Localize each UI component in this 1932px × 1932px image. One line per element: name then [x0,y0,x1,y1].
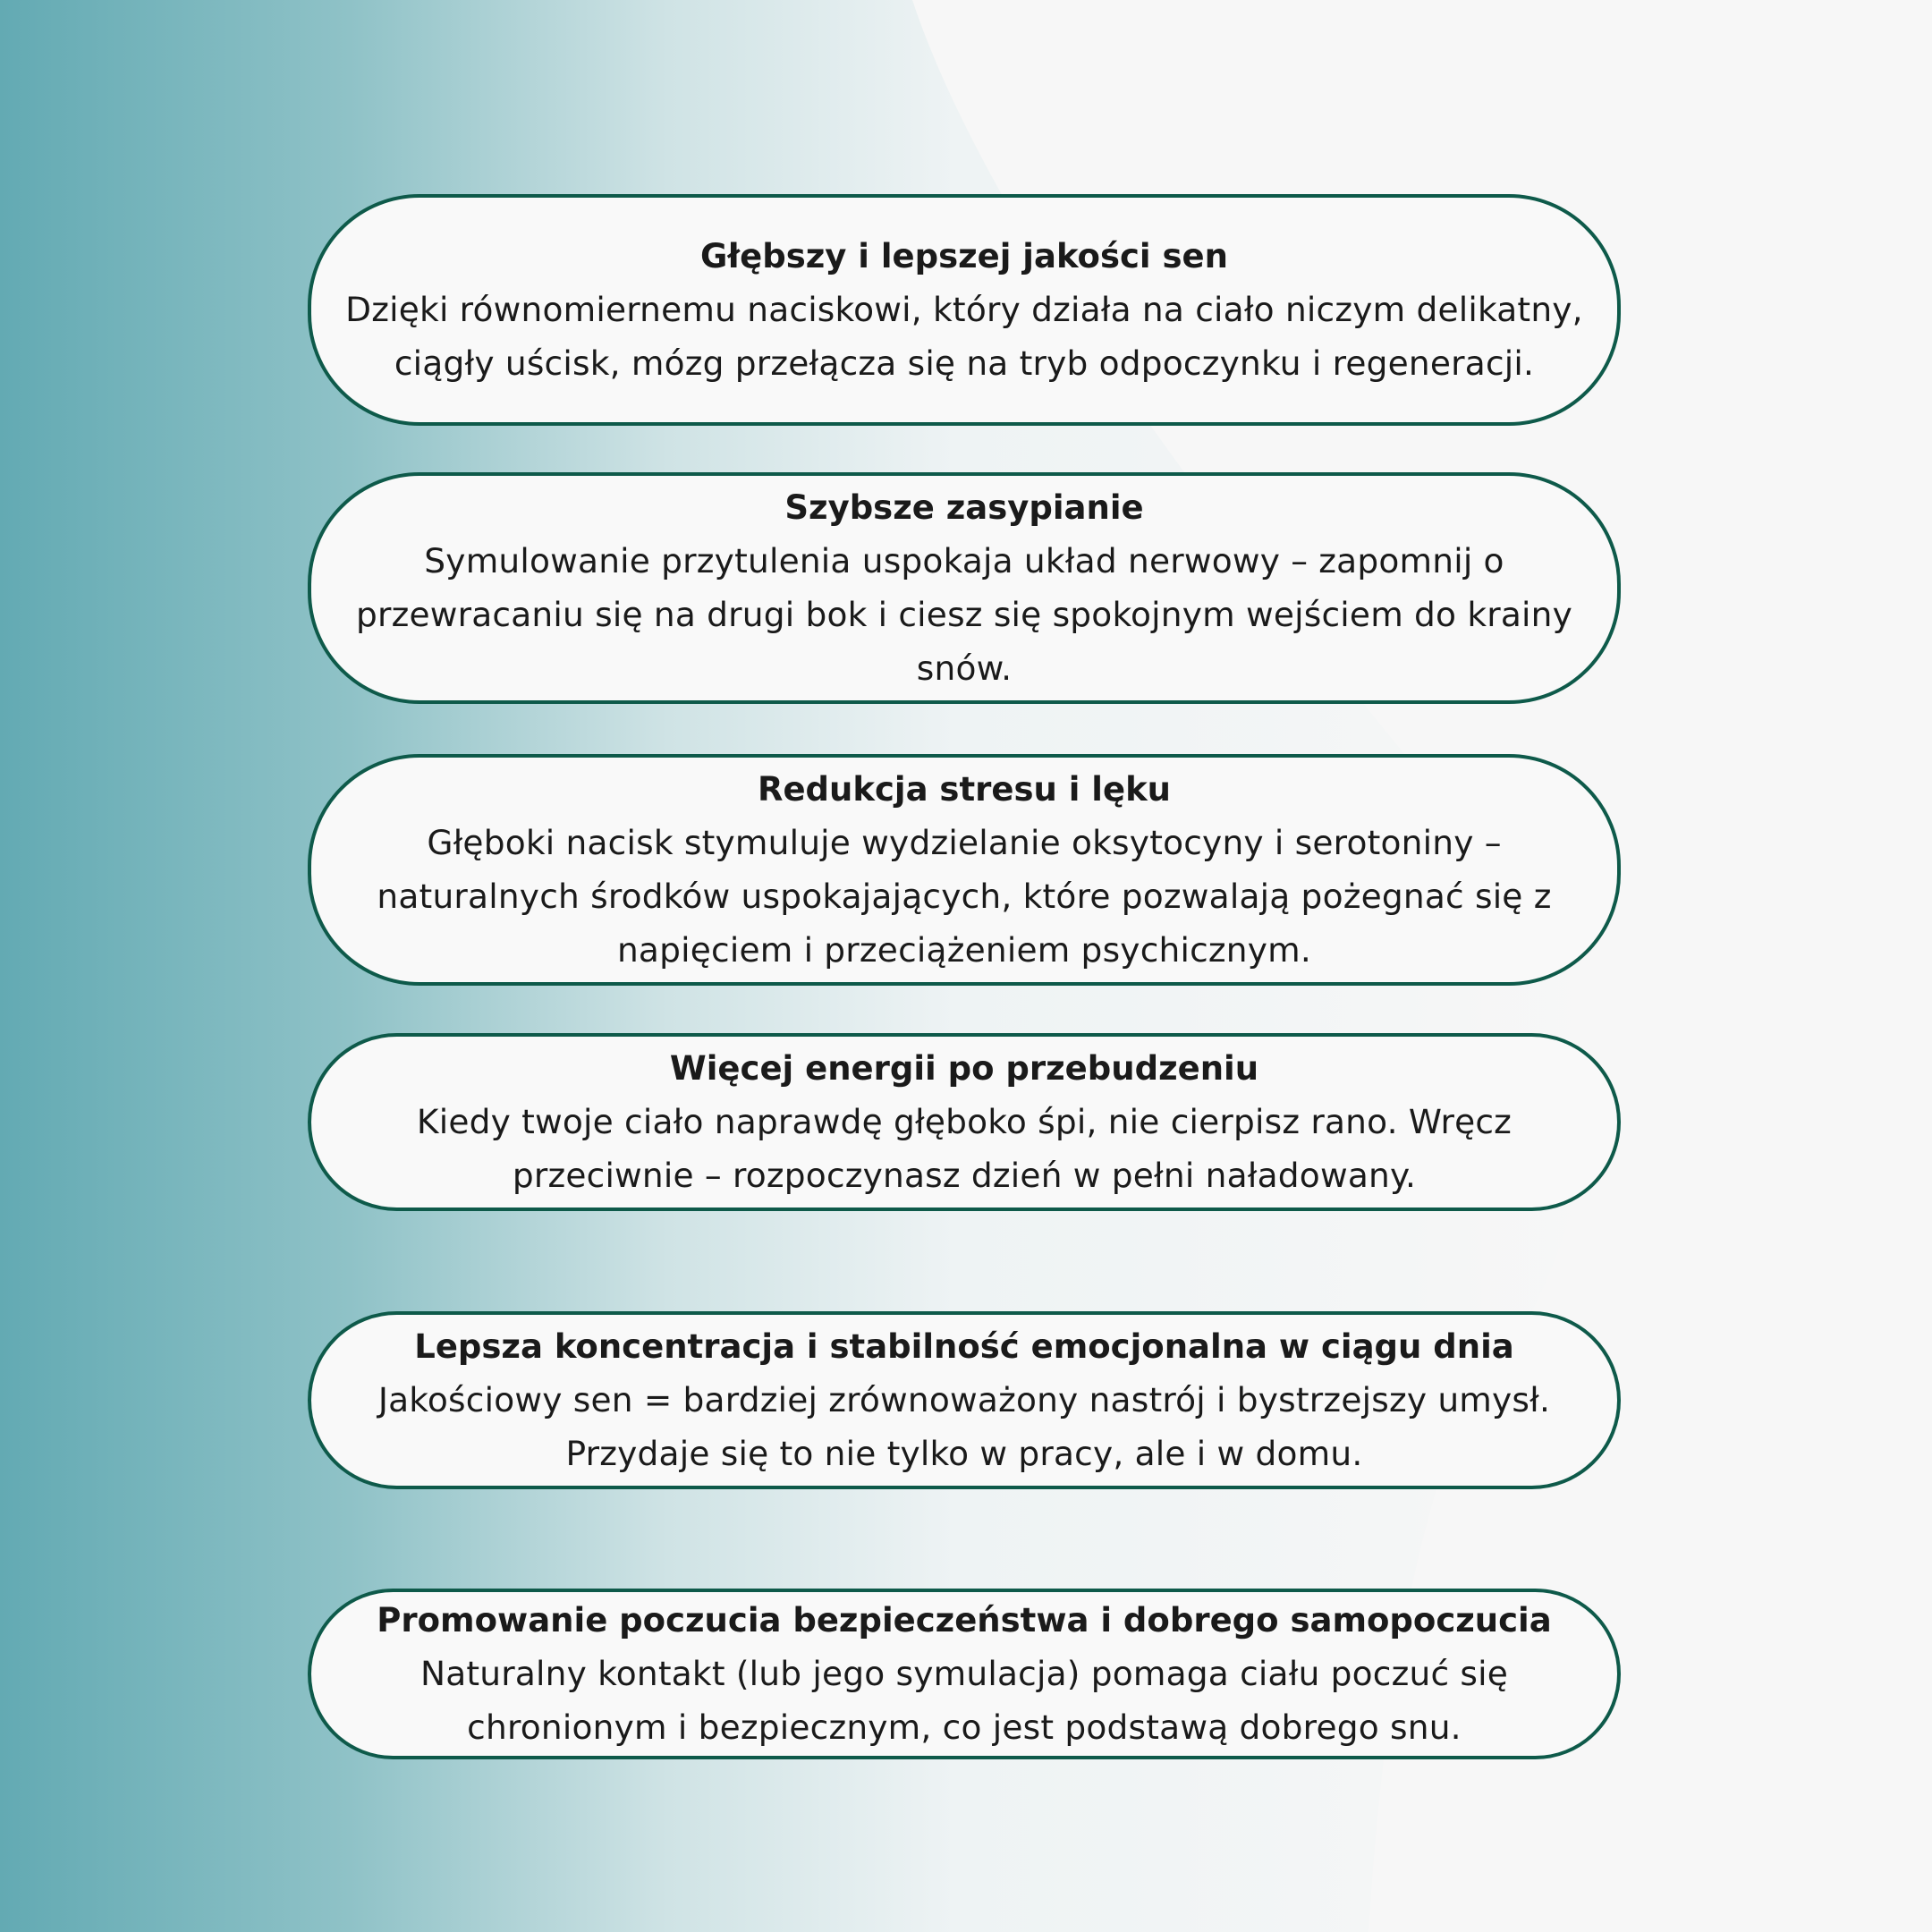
benefit-card-faster-sleep [308,472,1621,704]
benefit-card-safety [308,1589,1621,1759]
card-title: Więcej energii po przebudzeniu [669,1049,1259,1088]
benefit-card-deeper-sleep [308,194,1621,426]
benefit-card-more-energy [308,1033,1621,1211]
card-text: Jakościowy sen = bardziej zrównoważony nastrój i bystrzejszy umysł. Przydaje się to nie tylko w pracy, ale i w domu. [377,1380,1551,1473]
card-title: Promowanie poczucia bezpieczeństwa i dobrego samopoczucia [377,1601,1552,1640]
card-text: Dzięki równomiernemu naciskowi, który działa na ciało niczym delikatny, ciągły uścisk, mózg przełącza się na tryb odpoczynku i regeneracji. [345,290,1583,383]
card-text: Naturalny kontakt (lub jego symulacja) pomaga ciału poczuć się chronionym i bezpiecznym, co jest podstawą dobrego snu. [419,1654,1509,1747]
card-title: Redukcja stresu i lęku [757,770,1172,809]
card-title: Głębszy i lepszej jakości sen [700,237,1228,275]
card-text: Kiedy twoje ciało naprawdę głęboko śpi, nie cierpisz rano. Wręcz przeciwnie – rozpoczynasz dzień w pełni naładowany. [416,1102,1513,1195]
benefit-card-concentration [308,1311,1621,1489]
card-text: Symulowanie przytulenia uspokaja układ nerwowy – zapomnij o przewracaniu się na drugi bok i ciesz się spokojnym wejściem do krainy snów. [355,541,1573,688]
card-text: Głęboki nacisk stymuluje wydzielanie oksytocyny i serotoniny – naturalnych środków uspokajających, które pozwalają pożegnać się z napięciem i przeciążeniem psychicznym. [377,823,1552,970]
benefit-card-stress-reduction [308,754,1621,986]
card-title: Lepsza koncentracja i stabilność emocjonalna w ciągu dnia [414,1327,1514,1366]
card-title: Szybsze zasypianie [784,488,1144,527]
